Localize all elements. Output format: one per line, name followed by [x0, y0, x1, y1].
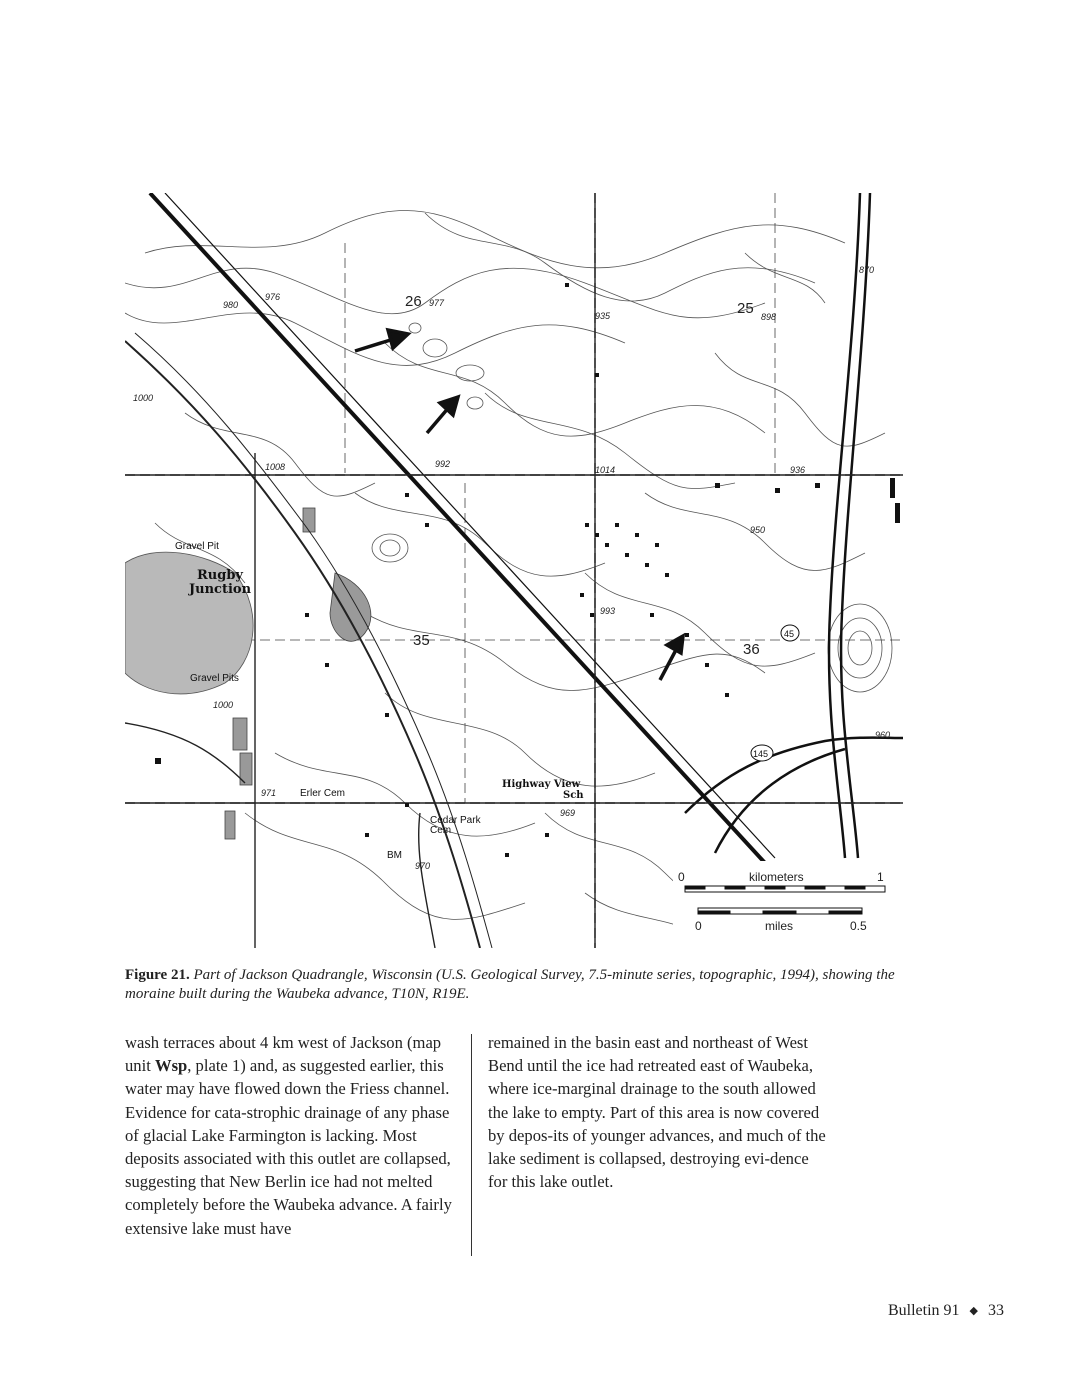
scale-mi-bar: [698, 908, 862, 914]
place-cem: Cem: [430, 825, 452, 836]
topographic-map-figure: [125, 193, 903, 948]
place-gravel-pits: Gravel Pits: [190, 673, 239, 684]
elevation-label: 993: [600, 606, 616, 616]
place-rugby: Rugby: [197, 568, 243, 583]
elevation-label: 898: [761, 312, 777, 322]
elevation-label: 936: [790, 465, 806, 475]
elevation-label: 969: [560, 808, 576, 818]
figure-label: Figure 21.: [125, 967, 190, 983]
scale-km-max: 1: [877, 870, 884, 884]
scale-km-zero: 0: [678, 870, 685, 884]
figure-caption: [125, 966, 905, 1004]
scale-mi-max: 0.5: [850, 919, 867, 933]
section-number-25: 25: [737, 300, 754, 317]
place-gravel-pit: Gravel Pit: [175, 541, 219, 552]
elevation-label: 970: [415, 861, 431, 871]
map-unit-bold: Wsp: [154, 1056, 188, 1076]
elevation-label: 992: [435, 459, 451, 469]
route-shield-45: [781, 625, 799, 641]
route-shield-145: [751, 745, 773, 761]
body-column-right: [488, 1031, 828, 1193]
elevation-label: 1000: [213, 700, 234, 710]
column-divider: [471, 1034, 472, 1256]
section-number-36: 36: [743, 641, 760, 658]
elevation-label: 976: [265, 292, 281, 302]
elevation-label: 980: [223, 300, 239, 310]
scale-km-bar: [685, 886, 885, 892]
scale-bar: [673, 861, 895, 948]
section-number-35: 35: [413, 632, 430, 649]
publication-name: Bulletin 91: [887, 1302, 960, 1319]
scale-mi-label: miles: [765, 919, 794, 933]
place-erler-cem: Erler Cem: [300, 788, 346, 799]
left-text-after-bold: , plate 1) and, as suggested earlier, this water may have flowed down the Friess channel. Evidence for cata-strophic drainage of any phase of glacial Lake Farmington is lacking. Most deposits associated with this outlet are collapsed, suggesting that New Berlin ice had not melted completely before the Waubeka advance. A fairly extensive lake must have: [125, 1056, 452, 1238]
elevation-label: 960: [875, 730, 891, 740]
place-cedar-park: Cedar Park: [430, 815, 481, 826]
elevation-label: 935: [595, 311, 611, 321]
place-bm: BM: [387, 850, 402, 861]
page-number: 33: [988, 1302, 1004, 1319]
elevation-label: 1000: [133, 393, 154, 403]
left-column-paragraph: [125, 1031, 461, 1240]
diamond-separator-icon: ◆: [969, 1305, 978, 1317]
place-highway-view: Highway View: [502, 779, 581, 790]
elevation-label: 950: [750, 525, 766, 535]
scale-km-label: kilometers: [749, 870, 804, 884]
elevation-label: 971: [261, 788, 277, 798]
route-shield-145-label: 145: [753, 749, 769, 759]
left-text-before-bold: wash terraces about 4 km west of Jackson (map unit: [125, 1033, 442, 1076]
section-number-26: 26: [405, 293, 422, 310]
page-footer: [888, 1302, 1004, 1320]
scale-mi-zero: 0: [695, 919, 702, 933]
right-column-paragraph: remained in the basin east and northeast of West Bend until the ice had retreated east of Waubeka, where ice-marginal drainage to the south allowed the lake to empty. Part of this area is now covered by depos-its of younger advances, and much of the lake sediment is collapsed, destroying evi-dence for this lake outlet.: [488, 1033, 826, 1192]
elevation-label: 1008: [265, 462, 286, 472]
figure-caption-text: Part of Jackson Quadrangle, Wisconsin (U.S. Geological Survey, 7.5-minute series, topographic, 1994), showing the moraine built during the Waubeka advance, T10N, R19E.: [125, 967, 895, 1002]
elevation-label: 870: [859, 265, 875, 275]
route-shield-45-label: 45: [784, 629, 795, 639]
elevation-label: 977: [429, 298, 445, 308]
place-junction: Junction: [189, 582, 252, 597]
map-svg: [125, 193, 903, 948]
body-column-left: [125, 1031, 461, 1240]
place-sch: Sch: [563, 790, 584, 801]
elevation-label: 1014: [595, 465, 616, 475]
